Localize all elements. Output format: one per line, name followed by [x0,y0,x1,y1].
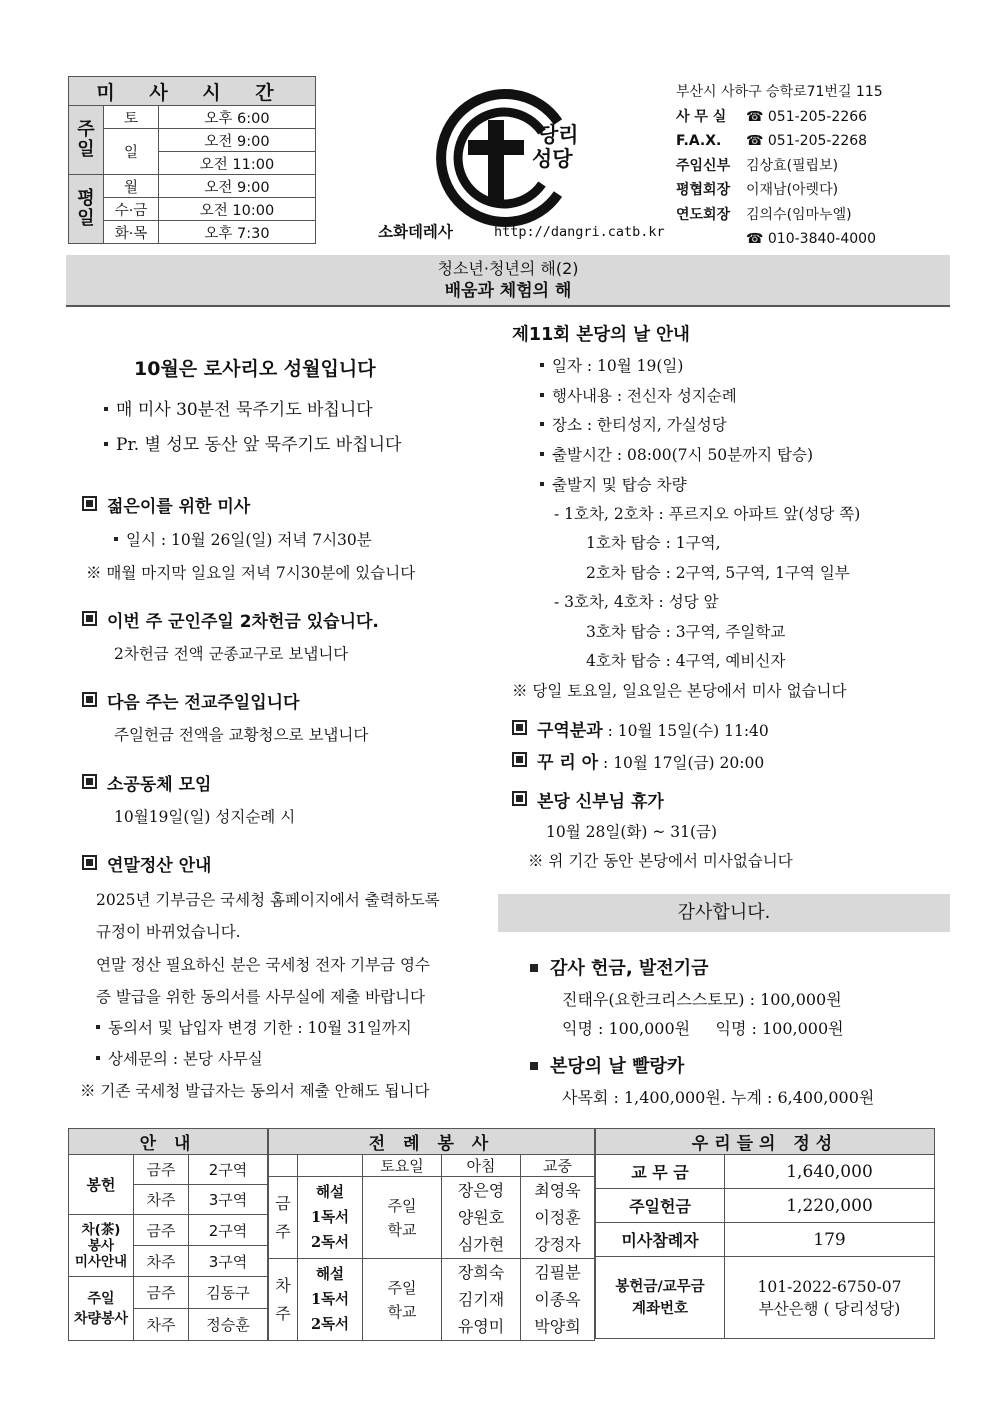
thanks-bar: 감사합니다. [498,894,950,932]
vacation-title: 본당 신부님 휴가 [537,792,664,812]
curia-label: 꾸 리 아 [537,753,599,773]
office-label: 사 무 실 [676,108,727,125]
next-week-label: 차주 [134,1185,189,1215]
parish-day-item: 행사내용 : 전신자 성지순례 [552,387,737,405]
next-noon-servers: 김필분 이종옥 박양희 [521,1259,595,1341]
col-morning: 아침 [442,1155,521,1177]
parish-day-title: 제11회 본당의 날 안내 [512,325,690,345]
mass-day: 수·금 [104,198,159,221]
tax-line: 증 발급을 위한 동의서를 사무실에 제출 바랍니다 [96,988,426,1006]
col-saturday: 토요일 [363,1155,442,1177]
saturday-school: 주일 학교 [363,1177,442,1259]
next-week-label: 차주 [134,1246,189,1277]
parish-day-item: 3호차 탑승 : 3구역, 주일학교 [586,623,786,641]
parking-next: 정승훈 [189,1309,268,1341]
small-community-title: 소공동체 모임 [107,775,212,795]
offer-next: 3구역 [189,1185,268,1215]
guide-title: 안 내 [69,1129,268,1155]
parish-day-item: - 3호차, 4호차 : 성당 앞 [554,593,719,611]
legion-name: 김의수(임마누엘) [746,206,852,223]
tax-line: 연말 정산 필요하신 분은 국세청 전자 기부금 영수 [96,956,430,974]
small-community-note: 10월19일(일) 성지순례 시 [114,808,296,826]
patron-saint: 소화데레사 [378,223,453,241]
logo-text-1: 당리 [538,123,579,147]
parish-day-item: 출발지 및 탑승 차량 [552,476,687,494]
attendance-count: 179 [725,1223,935,1257]
guide-table [68,1128,268,1341]
mass-day: 화·목 [104,221,159,244]
sunday-offering-amount: 1,220,000 [725,1189,935,1223]
parish-day-item: 출발시간 : 08:00(7시 50분까지 탑승) [552,446,814,464]
sunday-offering-label: 주일헌금 [596,1189,725,1223]
mass-time: 오전 9:00 [159,175,316,198]
district-time: : 10월 15일(수) 11:40 [607,722,769,740]
council-label: 평협회장 [676,182,731,198]
rosary-title: 10월은 로사리오 성월입니다 [134,358,376,380]
website-link[interactable]: http://dangri.catb.kr [494,224,665,240]
military-sunday-title: 이번 주 군인주일 2차헌금 있습니다. [107,612,379,632]
banner-line-1: 청소년·청년의 해(2) [437,259,579,278]
youth-mass-title: 젊은이를 위한 미사 [107,497,251,517]
tea-this: 2구역 [189,1215,268,1246]
tax-title: 연말정산 안내 [107,856,212,876]
parish-day-item: 2호차 탑승 : 2구역, 5구역, 1구역 일부 [586,564,850,582]
laundry-title: 본당의 날 빨랑카 [550,1056,685,1077]
legion-phone: ☎ 010-3840-4000 [746,231,876,247]
next-week-side-label: 차 주 [269,1259,298,1341]
vacation-dates: 10월 28일(화) ~ 31(금) [546,823,718,841]
youth-mass-note: ※ 매월 마지막 일요일 저녁 7시30분에 있습니다 [86,564,416,582]
mass-time: 오후 7:30 [159,221,316,244]
parish-day-item: 1호차 탑승 : 1구역, [586,534,721,552]
saturday-school: 주일 학교 [363,1259,442,1341]
parking-service-label: 주일 차량봉사 [69,1277,134,1341]
mass-day: 토 [104,106,159,129]
mission-sunday-title: 다음 주는 전교주일입니다 [107,693,300,713]
priest-name: 김상효(필립보) [746,157,839,174]
legion-label: 연도회장 [676,206,731,223]
mass-time-title: 미 사 시 간 [69,77,316,106]
account-label: 봉헌금/교무금 계좌번호 [596,1257,725,1339]
gift-title: 감사 헌금, 발전기금 [550,958,709,979]
contact-info [676,80,883,252]
this-week-label: 금주 [134,1277,189,1309]
office-phone: ☎ 051-205-2266 [746,108,868,125]
tax-line: 2025년 기부금은 국세청 홈페이지에서 출력하도록 [96,891,440,909]
parish-day-note: ※ 당일 토요일, 일요일은 본당에서 미사 없습니다 [512,682,847,700]
mass-day: 일 [104,129,159,175]
district-label: 구역분과 [537,721,603,741]
attendance-label: 미사참례자 [596,1223,725,1257]
liturgy-title: 전 례 봉 사 [269,1129,595,1155]
tax-note: ※ 기존 국세청 발급자는 동의서 제출 안해도 됩니다 [80,1082,430,1100]
banner-line-2: 배움과 체험의 해 [444,281,572,301]
liturgy-table [268,1128,595,1341]
offering-table [595,1128,935,1339]
mass-time: 오전 11:00 [159,152,316,175]
account-number: 101-2022-6750-07 부산은행 ( 당리성당) [725,1257,935,1339]
rosary-item: Pr. 별 성모 동산 앞 묵주기도 바칩니다 [116,435,402,455]
parish-day-item: 장소 : 한티성지, 가실성당 [552,416,727,434]
mass-time: 오후 6:00 [159,106,316,129]
duty-amount: 1,640,000 [725,1155,935,1189]
mass-day: 월 [104,175,159,198]
this-noon-servers: 최영욱 이정훈 강정자 [521,1177,595,1259]
this-week-label: 금주 [134,1215,189,1246]
youth-mass-time: 일시 : 10월 26일(일) 저녁 7시30분 [126,531,372,549]
tea-service-label: 차(茶) 봉사 미사안내 [69,1215,134,1277]
parish-day-item: 4호차 탑승 : 4구역, 예비신자 [586,652,786,670]
laundry-line: 사목회 : 1,400,000원. 누계 : 6,400,000원 [562,1088,875,1107]
mass-time-table [68,76,316,244]
mission-sunday-note: 주일헌금 전액을 교황청으로 보냅니다 [114,726,369,744]
church-logo [430,84,590,232]
this-morning-servers: 장은영 양원호 심가현 [442,1177,521,1259]
logo-text-2: 성당 [532,147,573,171]
mass-time: 오전 10:00 [159,198,316,221]
parking-this: 김동구 [189,1277,268,1309]
offer-this: 2구역 [189,1155,268,1185]
col-noon: 교중 [521,1155,595,1177]
tea-next: 3구역 [189,1246,268,1277]
gift-line: 익명 : 100,000원 익명 : 100,000원 [562,1019,844,1038]
priest-label: 주임신부 [676,157,731,174]
next-week-label: 차주 [134,1309,189,1341]
military-sunday-note: 2차헌금 전액 군종교구로 보냅니다 [114,645,349,663]
role-labels: 해설 1독서 2독서 [298,1177,363,1259]
parish-day-item: - 1호차, 2호차 : 푸르지오 아파트 앞(성당 쪽) [554,505,861,523]
role-labels: 해설 1독서 2독서 [298,1259,363,1341]
tax-line: 동의서 및 납입자 변경 기한 : 10월 31일까지 [108,1019,412,1037]
next-morning-servers: 장희숙 김기재 유영미 [442,1259,521,1341]
fax-number: ☎ 051-205-2268 [746,133,868,149]
vacation-note: ※ 위 기간 동안 본당에서 미사없습니다 [528,852,793,870]
tax-line: 상세문의 : 본당 사무실 [108,1050,263,1068]
offering-title: 우리들의 정성 [596,1129,935,1155]
tax-line: 규정이 바뀌었습니다. [96,923,241,941]
curia-time: : 10월 17일(금) 20:00 [603,754,765,772]
year-theme-banner [66,255,950,307]
parish-day-item: 일자 : 10월 19(일) [552,357,684,375]
gift-line: 진태우(요한크리스스토모) : 100,000원 [562,990,842,1009]
weekday-group-label: 평일 [69,175,104,244]
this-week-side-label: 금 주 [269,1177,298,1259]
address: 부산시 사하구 승학로71번길 115 [676,84,883,100]
duty-label: 교 무 금 [596,1155,725,1189]
council-name: 이재남(아렛다) [746,182,839,198]
fax-label: F.A.X. [676,133,722,149]
rosary-item: 매 미사 30분전 묵주기도 바칩니다 [116,400,373,420]
this-week-label: 금주 [134,1155,189,1185]
offer-label: 봉헌 [69,1155,134,1215]
mass-time: 오전 9:00 [159,129,316,152]
sunday-group-label: 주일 [69,106,104,175]
